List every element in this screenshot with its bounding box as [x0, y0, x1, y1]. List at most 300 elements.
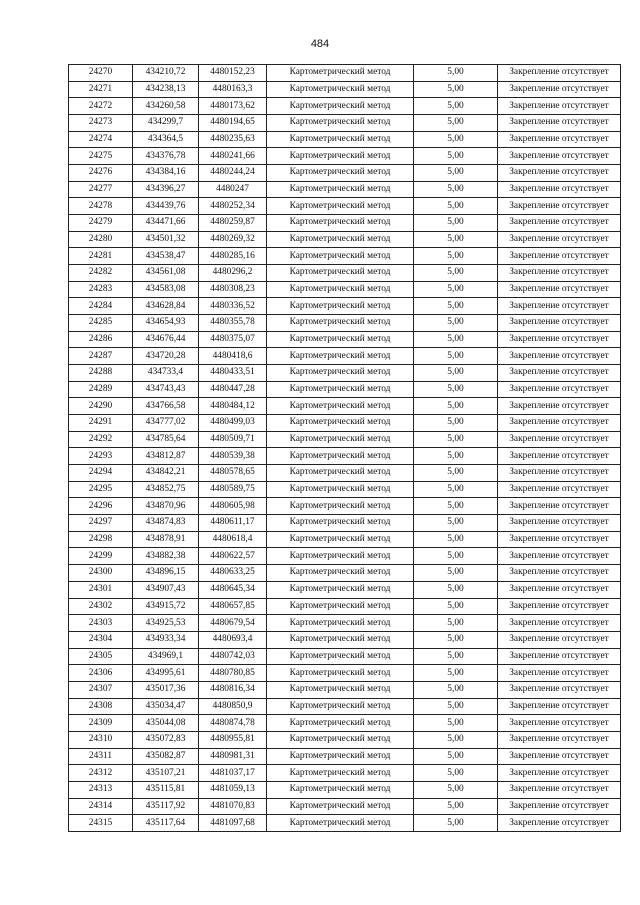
- point-number-cell: 24304: [69, 631, 133, 648]
- table-row: [69, 231, 621, 248]
- accuracy-cell: 5,00: [414, 98, 498, 115]
- x-coordinate-cell: 435044,08: [133, 715, 199, 732]
- x-coordinate-cell: 434628,84: [133, 298, 199, 315]
- coordinates-table-body: [69, 65, 621, 832]
- x-coordinate-cell: 434743,43: [133, 381, 199, 398]
- x-coordinate-cell: 434852,75: [133, 481, 199, 498]
- fixation-cell: Закрепление отсутствует: [498, 615, 621, 632]
- point-number-cell: 24274: [69, 131, 133, 148]
- table-row: [69, 281, 621, 298]
- fixation-cell: Закрепление отсутствует: [498, 265, 621, 282]
- point-number-cell: 24289: [69, 381, 133, 398]
- y-coordinate-cell: 4480742,03: [199, 648, 267, 665]
- point-number-cell: 24285: [69, 315, 133, 332]
- y-coordinate-cell: 4480611,17: [199, 515, 267, 532]
- table-row: [69, 815, 621, 832]
- x-coordinate-cell: 434766,58: [133, 398, 199, 415]
- table-row: [69, 465, 621, 482]
- x-coordinate-cell: 434210,72: [133, 65, 199, 82]
- fixation-cell: Закрепление отсутствует: [498, 98, 621, 115]
- x-coordinate-cell: 434874,83: [133, 515, 199, 532]
- point-number-cell: 24301: [69, 581, 133, 598]
- x-coordinate-cell: 434538,47: [133, 248, 199, 265]
- x-coordinate-cell: 435117,64: [133, 815, 199, 832]
- accuracy-cell: 5,00: [414, 748, 498, 765]
- point-number-cell: 24284: [69, 298, 133, 315]
- point-number-cell: 24279: [69, 215, 133, 232]
- x-coordinate-cell: 434878,91: [133, 531, 199, 548]
- point-number-cell: 24271: [69, 81, 133, 98]
- method-cell: Картометрический метод: [267, 765, 414, 782]
- point-number-cell: 24299: [69, 548, 133, 565]
- table-row: [69, 298, 621, 315]
- point-number-cell: 24293: [69, 448, 133, 465]
- table-row: [69, 598, 621, 615]
- x-coordinate-cell: 435117,92: [133, 798, 199, 815]
- accuracy-cell: 5,00: [414, 215, 498, 232]
- y-coordinate-cell: 4480484,12: [199, 398, 267, 415]
- fixation-cell: Закрепление отсутствует: [498, 648, 621, 665]
- method-cell: Картометрический метод: [267, 348, 414, 365]
- x-coordinate-cell: 434925,53: [133, 615, 199, 632]
- y-coordinate-cell: 4480244,24: [199, 165, 267, 182]
- fixation-cell: Закрепление отсутствует: [498, 631, 621, 648]
- fixation-cell: Закрепление отсутствует: [498, 181, 621, 198]
- y-coordinate-cell: 4480509,71: [199, 431, 267, 448]
- point-number-cell: 24277: [69, 181, 133, 198]
- y-coordinate-cell: 4480355,78: [199, 315, 267, 332]
- x-coordinate-cell: 434299,7: [133, 115, 199, 132]
- accuracy-cell: 5,00: [414, 365, 498, 382]
- fixation-cell: Закрепление отсутствует: [498, 165, 621, 182]
- point-number-cell: 24303: [69, 615, 133, 632]
- x-coordinate-cell: 434384,16: [133, 165, 199, 182]
- method-cell: Картометрический метод: [267, 581, 414, 598]
- table-row: [69, 648, 621, 665]
- accuracy-cell: 5,00: [414, 398, 498, 415]
- method-cell: Картометрический метод: [267, 165, 414, 182]
- fixation-cell: Закрепление отсутствует: [498, 281, 621, 298]
- y-coordinate-cell: 4481037,17: [199, 765, 267, 782]
- x-coordinate-cell: 434842,21: [133, 465, 199, 482]
- fixation-cell: Закрепление отсутствует: [498, 65, 621, 82]
- y-coordinate-cell: 4480163,3: [199, 81, 267, 98]
- method-cell: Картометрический метод: [267, 131, 414, 148]
- accuracy-cell: 5,00: [414, 598, 498, 615]
- y-coordinate-cell: 4480780,85: [199, 665, 267, 682]
- fixation-cell: Закрепление отсутствует: [498, 331, 621, 348]
- table-row: [69, 548, 621, 565]
- table-row: [69, 365, 621, 382]
- table-row: [69, 81, 621, 98]
- x-coordinate-cell: 435072,83: [133, 731, 199, 748]
- y-coordinate-cell: 4480589,75: [199, 481, 267, 498]
- x-coordinate-cell: 434995,61: [133, 665, 199, 682]
- method-cell: Картометрический метод: [267, 448, 414, 465]
- accuracy-cell: 5,00: [414, 115, 498, 132]
- fixation-cell: Закрепление отсутствует: [498, 681, 621, 698]
- x-coordinate-cell: 434676,44: [133, 331, 199, 348]
- method-cell: Картометрический метод: [267, 331, 414, 348]
- method-cell: Картометрический метод: [267, 648, 414, 665]
- y-coordinate-cell: 4480447,28: [199, 381, 267, 398]
- table-row: [69, 65, 621, 82]
- method-cell: Картометрический метод: [267, 181, 414, 198]
- table-row: [69, 798, 621, 815]
- accuracy-cell: 5,00: [414, 281, 498, 298]
- table-row: [69, 715, 621, 732]
- x-coordinate-cell: 434238,13: [133, 81, 199, 98]
- accuracy-cell: 5,00: [414, 165, 498, 182]
- fixation-cell: Закрепление отсутствует: [498, 715, 621, 732]
- x-coordinate-cell: 434561,08: [133, 265, 199, 282]
- accuracy-cell: 5,00: [414, 131, 498, 148]
- accuracy-cell: 5,00: [414, 181, 498, 198]
- accuracy-cell: 5,00: [414, 565, 498, 582]
- table-row: [69, 581, 621, 598]
- accuracy-cell: 5,00: [414, 265, 498, 282]
- fixation-cell: Закрепление отсутствует: [498, 348, 621, 365]
- accuracy-cell: 5,00: [414, 65, 498, 82]
- table-row: [69, 515, 621, 532]
- method-cell: Картометрический метод: [267, 148, 414, 165]
- point-number-cell: 24298: [69, 531, 133, 548]
- point-number-cell: 24315: [69, 815, 133, 832]
- method-cell: Картометрический метод: [267, 731, 414, 748]
- accuracy-cell: 5,00: [414, 715, 498, 732]
- x-coordinate-cell: 434969,1: [133, 648, 199, 665]
- x-coordinate-cell: 434501,32: [133, 231, 199, 248]
- table-row: [69, 631, 621, 648]
- fixation-cell: Закрепление отсутствует: [498, 81, 621, 98]
- y-coordinate-cell: 4480981,31: [199, 748, 267, 765]
- fixation-cell: Закрепление отсутствует: [498, 465, 621, 482]
- y-coordinate-cell: 4480259,87: [199, 215, 267, 232]
- table-row: [69, 198, 621, 215]
- method-cell: Картометрический метод: [267, 748, 414, 765]
- fixation-cell: Закрепление отсутствует: [498, 198, 621, 215]
- method-cell: Картометрический метод: [267, 631, 414, 648]
- x-coordinate-cell: 434870,96: [133, 498, 199, 515]
- point-number-cell: 24295: [69, 481, 133, 498]
- fixation-cell: Закрепление отсутствует: [498, 448, 621, 465]
- method-cell: Картометрический метод: [267, 381, 414, 398]
- table-row: [69, 348, 621, 365]
- fixation-cell: Закрепление отсутствует: [498, 598, 621, 615]
- method-cell: Картометрический метод: [267, 548, 414, 565]
- y-coordinate-cell: 4480816,34: [199, 681, 267, 698]
- fixation-cell: Закрепление отсутствует: [498, 731, 621, 748]
- point-number-cell: 24308: [69, 698, 133, 715]
- accuracy-cell: 5,00: [414, 781, 498, 798]
- y-coordinate-cell: 4480499,03: [199, 415, 267, 432]
- method-cell: Картометрический метод: [267, 498, 414, 515]
- table-row: [69, 181, 621, 198]
- accuracy-cell: 5,00: [414, 815, 498, 832]
- y-coordinate-cell: 4480285,16: [199, 248, 267, 265]
- method-cell: Картометрический метод: [267, 465, 414, 482]
- method-cell: Картометрический метод: [267, 365, 414, 382]
- fixation-cell: Закрепление отсутствует: [498, 415, 621, 432]
- point-number-cell: 24307: [69, 681, 133, 698]
- accuracy-cell: 5,00: [414, 698, 498, 715]
- fixation-cell: Закрепление отсутствует: [498, 515, 621, 532]
- method-cell: Картометрический метод: [267, 798, 414, 815]
- x-coordinate-cell: 434260,58: [133, 98, 199, 115]
- x-coordinate-cell: 434896,15: [133, 565, 199, 582]
- table-row: [69, 315, 621, 332]
- accuracy-cell: 5,00: [414, 431, 498, 448]
- point-number-cell: 24296: [69, 498, 133, 515]
- method-cell: Картометрический метод: [267, 698, 414, 715]
- x-coordinate-cell: 434471,66: [133, 215, 199, 232]
- method-cell: Картометрический метод: [267, 565, 414, 582]
- point-number-cell: 24281: [69, 248, 133, 265]
- x-coordinate-cell: 435107,21: [133, 765, 199, 782]
- accuracy-cell: 5,00: [414, 515, 498, 532]
- accuracy-cell: 5,00: [414, 765, 498, 782]
- fixation-cell: Закрепление отсутствует: [498, 115, 621, 132]
- table-row: [69, 265, 621, 282]
- x-coordinate-cell: 434785,64: [133, 431, 199, 448]
- table-row: [69, 665, 621, 682]
- fixation-cell: Закрепление отсутствует: [498, 298, 621, 315]
- table-row: [69, 531, 621, 548]
- table-row: [69, 331, 621, 348]
- table-row: [69, 115, 621, 132]
- y-coordinate-cell: 4480657,85: [199, 598, 267, 615]
- fixation-cell: Закрепление отсутствует: [498, 548, 621, 565]
- y-coordinate-cell: 4480252,34: [199, 198, 267, 215]
- y-coordinate-cell: 4480247: [199, 181, 267, 198]
- coordinates-table: [68, 64, 621, 832]
- y-coordinate-cell: 4480578,65: [199, 465, 267, 482]
- y-coordinate-cell: 4480296,2: [199, 265, 267, 282]
- table-row: [69, 731, 621, 748]
- y-coordinate-cell: 4480194,65: [199, 115, 267, 132]
- point-number-cell: 24313: [69, 781, 133, 798]
- method-cell: Картометрический метод: [267, 281, 414, 298]
- point-number-cell: 24290: [69, 398, 133, 415]
- fixation-cell: Закрепление отсутствует: [498, 315, 621, 332]
- accuracy-cell: 5,00: [414, 731, 498, 748]
- fixation-cell: Закрепление отсутствует: [498, 365, 621, 382]
- accuracy-cell: 5,00: [414, 148, 498, 165]
- accuracy-cell: 5,00: [414, 381, 498, 398]
- table-row: [69, 781, 621, 798]
- method-cell: Картометрический метод: [267, 665, 414, 682]
- fixation-cell: Закрепление отсутствует: [498, 748, 621, 765]
- table-row: [69, 381, 621, 398]
- method-cell: Картометрический метод: [267, 231, 414, 248]
- method-cell: Картометрический метод: [267, 415, 414, 432]
- fixation-cell: Закрепление отсутствует: [498, 231, 621, 248]
- method-cell: Картометрический метод: [267, 515, 414, 532]
- point-number-cell: 24288: [69, 365, 133, 382]
- table-row: [69, 131, 621, 148]
- x-coordinate-cell: 434933,34: [133, 631, 199, 648]
- fixation-cell: Закрепление отсутствует: [498, 148, 621, 165]
- method-cell: Картометрический метод: [267, 615, 414, 632]
- accuracy-cell: 5,00: [414, 665, 498, 682]
- x-coordinate-cell: 434882,38: [133, 548, 199, 565]
- x-coordinate-cell: 435082,87: [133, 748, 199, 765]
- y-coordinate-cell: 4480375,07: [199, 331, 267, 348]
- fixation-cell: Закрепление отсутствует: [498, 498, 621, 515]
- x-coordinate-cell: 434777,02: [133, 415, 199, 432]
- point-number-cell: 24292: [69, 431, 133, 448]
- accuracy-cell: 5,00: [414, 465, 498, 482]
- point-number-cell: 24314: [69, 798, 133, 815]
- x-coordinate-cell: 434720,28: [133, 348, 199, 365]
- y-coordinate-cell: 4480850,9: [199, 698, 267, 715]
- point-number-cell: 24278: [69, 198, 133, 215]
- method-cell: Картометрический метод: [267, 531, 414, 548]
- table-row: [69, 148, 621, 165]
- y-coordinate-cell: 4480622,57: [199, 548, 267, 565]
- accuracy-cell: 5,00: [414, 448, 498, 465]
- table-row: [69, 415, 621, 432]
- point-number-cell: 24312: [69, 765, 133, 782]
- accuracy-cell: 5,00: [414, 581, 498, 598]
- point-number-cell: 24287: [69, 348, 133, 365]
- method-cell: Картометрический метод: [267, 98, 414, 115]
- accuracy-cell: 5,00: [414, 315, 498, 332]
- accuracy-cell: 5,00: [414, 798, 498, 815]
- table-row: [69, 448, 621, 465]
- accuracy-cell: 5,00: [414, 298, 498, 315]
- method-cell: Картометрический метод: [267, 431, 414, 448]
- y-coordinate-cell: 4480679,54: [199, 615, 267, 632]
- method-cell: Картометрический метод: [267, 248, 414, 265]
- point-number-cell: 24306: [69, 665, 133, 682]
- accuracy-cell: 5,00: [414, 415, 498, 432]
- table-row: [69, 681, 621, 698]
- y-coordinate-cell: 4480235,63: [199, 131, 267, 148]
- method-cell: Картометрический метод: [267, 65, 414, 82]
- table-row: [69, 565, 621, 582]
- point-number-cell: 24291: [69, 415, 133, 432]
- point-number-cell: 24280: [69, 231, 133, 248]
- y-coordinate-cell: 4480152,23: [199, 65, 267, 82]
- table-row: [69, 498, 621, 515]
- x-coordinate-cell: 434733,4: [133, 365, 199, 382]
- page-number: 484: [310, 38, 330, 50]
- method-cell: Картометрический метод: [267, 81, 414, 98]
- fixation-cell: Закрепление отсутствует: [498, 765, 621, 782]
- accuracy-cell: 5,00: [414, 81, 498, 98]
- point-number-cell: 24309: [69, 715, 133, 732]
- fixation-cell: Закрепление отсутствует: [498, 398, 621, 415]
- y-coordinate-cell: 4480618,4: [199, 531, 267, 548]
- fixation-cell: Закрепление отсутствует: [498, 131, 621, 148]
- accuracy-cell: 5,00: [414, 631, 498, 648]
- point-number-cell: 24300: [69, 565, 133, 582]
- y-coordinate-cell: 4480418,6: [199, 348, 267, 365]
- x-coordinate-cell: 434439,76: [133, 198, 199, 215]
- point-number-cell: 24302: [69, 598, 133, 615]
- method-cell: Картометрический метод: [267, 481, 414, 498]
- x-coordinate-cell: 434915,72: [133, 598, 199, 615]
- table-row: [69, 98, 621, 115]
- fixation-cell: Закрепление отсутствует: [498, 815, 621, 832]
- fixation-cell: Закрепление отсутствует: [498, 781, 621, 798]
- point-number-cell: 24270: [69, 65, 133, 82]
- accuracy-cell: 5,00: [414, 231, 498, 248]
- fixation-cell: Закрепление отсутствует: [498, 665, 621, 682]
- accuracy-cell: 5,00: [414, 198, 498, 215]
- fixation-cell: Закрепление отсутствует: [498, 581, 621, 598]
- fixation-cell: Закрепление отсутствует: [498, 531, 621, 548]
- method-cell: Картометрический метод: [267, 598, 414, 615]
- accuracy-cell: 5,00: [414, 531, 498, 548]
- y-coordinate-cell: 4480693,4: [199, 631, 267, 648]
- point-number-cell: 24273: [69, 115, 133, 132]
- x-coordinate-cell: 434364,5: [133, 131, 199, 148]
- x-coordinate-cell: 434654,93: [133, 315, 199, 332]
- point-number-cell: 24286: [69, 331, 133, 348]
- method-cell: Картометрический метод: [267, 398, 414, 415]
- point-number-cell: 24275: [69, 148, 133, 165]
- y-coordinate-cell: 4480874,78: [199, 715, 267, 732]
- fixation-cell: Закрепление отсутствует: [498, 698, 621, 715]
- point-number-cell: 24297: [69, 515, 133, 532]
- y-coordinate-cell: 4480955,81: [199, 731, 267, 748]
- method-cell: Картометрический метод: [267, 115, 414, 132]
- point-number-cell: 24282: [69, 265, 133, 282]
- fixation-cell: Закрепление отсутствует: [498, 431, 621, 448]
- y-coordinate-cell: 4481059,13: [199, 781, 267, 798]
- table-row: [69, 615, 621, 632]
- point-number-cell: 24311: [69, 748, 133, 765]
- point-number-cell: 24310: [69, 731, 133, 748]
- y-coordinate-cell: 4480336,52: [199, 298, 267, 315]
- method-cell: Картометрический метод: [267, 781, 414, 798]
- y-coordinate-cell: 4480241,66: [199, 148, 267, 165]
- table-row: [69, 398, 621, 415]
- point-number-cell: 24283: [69, 281, 133, 298]
- table-row: [69, 481, 621, 498]
- x-coordinate-cell: 434376,78: [133, 148, 199, 165]
- y-coordinate-cell: 4480539,38: [199, 448, 267, 465]
- table-row: [69, 431, 621, 448]
- method-cell: Картометрический метод: [267, 681, 414, 698]
- fixation-cell: Закрепление отсутствует: [498, 381, 621, 398]
- fixation-cell: Закрепление отсутствует: [498, 481, 621, 498]
- point-number-cell: 24294: [69, 465, 133, 482]
- method-cell: Картометрический метод: [267, 298, 414, 315]
- accuracy-cell: 5,00: [414, 348, 498, 365]
- fixation-cell: Закрепление отсутствует: [498, 798, 621, 815]
- method-cell: Картометрический метод: [267, 715, 414, 732]
- accuracy-cell: 5,00: [414, 681, 498, 698]
- x-coordinate-cell: 435017,36: [133, 681, 199, 698]
- table-row: [69, 165, 621, 182]
- point-number-cell: 24305: [69, 648, 133, 665]
- y-coordinate-cell: 4481097,68: [199, 815, 267, 832]
- fixation-cell: Закрепление отсутствует: [498, 215, 621, 232]
- table-row: [69, 765, 621, 782]
- accuracy-cell: 5,00: [414, 331, 498, 348]
- table-row: [69, 698, 621, 715]
- accuracy-cell: 5,00: [414, 248, 498, 265]
- method-cell: Картометрический метод: [267, 315, 414, 332]
- y-coordinate-cell: 4480173,62: [199, 98, 267, 115]
- x-coordinate-cell: 434907,43: [133, 581, 199, 598]
- point-number-cell: 24276: [69, 165, 133, 182]
- x-coordinate-cell: 435115,81: [133, 781, 199, 798]
- y-coordinate-cell: 4480269,32: [199, 231, 267, 248]
